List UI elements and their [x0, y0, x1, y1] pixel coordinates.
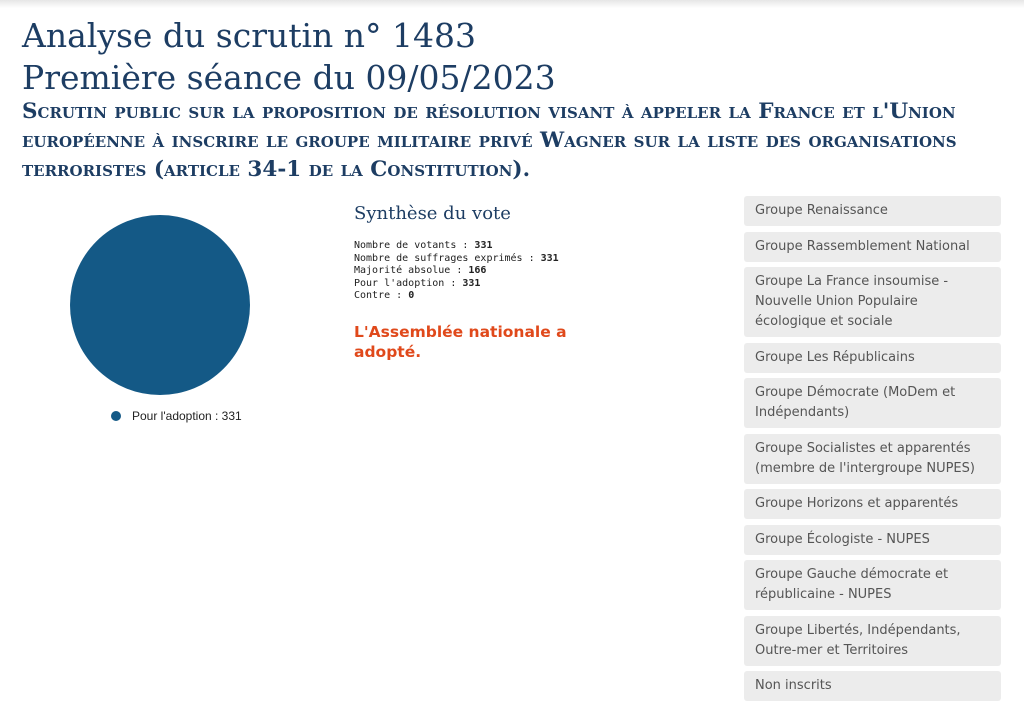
group-socialistes[interactable]: Groupe Socialistes et apparentés (membre de l'intergroupe NUPES) — [744, 434, 1001, 484]
stat-votants-value: 331 — [474, 240, 493, 251]
top-shadow — [0, 0, 1024, 8]
group-rassemblement-national[interactable]: Groupe Rassemblement National — [744, 232, 1001, 262]
stat-votants: Nombre de votants : 331 — [354, 240, 493, 251]
group-horizons[interactable]: Groupe Horizons et apparentés — [744, 489, 1001, 519]
page-title: Analyse du scrutin n° 1483 — [22, 16, 477, 55]
groups-list — [744, 196, 1001, 707]
vote-stats — [354, 240, 559, 303]
group-democrate[interactable]: Groupe Démocrate (MoDem et Indépendants) — [744, 378, 1001, 428]
vote-pie-chart — [60, 205, 260, 405]
group-gauche-democrate[interactable]: Groupe Gauche démocrate et républicaine - NUPES — [744, 560, 1001, 610]
pie-slice-0 — [70, 215, 250, 395]
synthese-title: Synthèse du vote — [354, 203, 511, 224]
stat-majorite: Majorité absolue : 166 — [354, 265, 487, 276]
session-date-title: Première séance du 09/05/2023 — [22, 58, 556, 97]
group-republicains[interactable]: Groupe Les Républicains — [744, 343, 1001, 373]
group-non-inscrits[interactable]: Non inscrits — [744, 671, 1001, 701]
group-ecologiste[interactable]: Groupe Écologiste - NUPES — [744, 525, 1001, 555]
chart-legend — [111, 407, 242, 425]
legend-marker-pour — [111, 411, 121, 421]
group-france-insoumise[interactable]: Groupe La France insoumise - Nouvelle Union Populaire écologique et sociale — [744, 267, 1001, 337]
stat-contre-value: 0 — [408, 290, 415, 301]
group-renaissance[interactable]: Groupe Renaissance — [744, 196, 1001, 226]
vote-result: L'Assemblée nationale a adopté. — [354, 323, 567, 361]
stat-pour: Pour l'adoption : 331 — [354, 277, 481, 289]
scrutin-description: Scrutin public sur la proposition de résolution visant à appeler la France et l'Union européenne à inscrire le groupe militaire privé Wagner sur la liste des organisations terroristes (article 34-1 de la Constitution). — [22, 99, 957, 182]
stat-contre: Contre : 0 — [354, 290, 415, 301]
legend-label-pour: Pour l'adoption : 331 — [132, 409, 242, 423]
group-liot[interactable]: Groupe Libertés, Indépendants, Outre-mer et Territoires — [744, 616, 1001, 666]
stat-majorite-value: 166 — [468, 265, 487, 276]
stat-suffrages-value: 331 — [540, 252, 559, 264]
stat-suffrages: Nombre de suffrages exprimés : 331 — [354, 252, 559, 264]
stat-pour-value: 331 — [462, 277, 481, 289]
